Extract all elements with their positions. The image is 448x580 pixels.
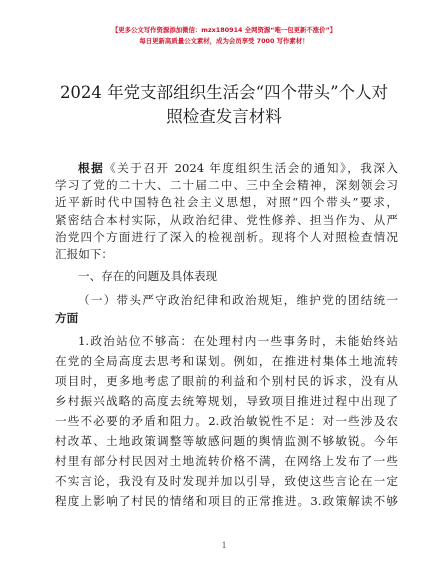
page-number: 1 bbox=[221, 540, 227, 550]
subsection-heading-1-line-1: （一）带头严守政治纪律和政治规矩，维护党的团结统一 bbox=[78, 293, 398, 307]
para-line-1: 1.政治站位不够高：在处理村内一些事务时，未能始终站 bbox=[78, 334, 398, 348]
para-line-7: 村里有部分村民因对土地流转价格不满，在网络上发布了一些 bbox=[55, 454, 398, 468]
para-line-2: 在党的全局高度去思考和谋划。例如，在推进村集体土地流转 bbox=[55, 354, 398, 368]
intro-line-3: 近平新时代中国特色社会主义思想，对照“四个带头”要求， bbox=[55, 195, 398, 209]
promo-banner-line-2: 每日更新高质量公文素材，成为会员享受 7000 写作素材！ bbox=[139, 37, 309, 45]
para-line-9: 程度上影响了村民的情绪和项目的正常推进。3.政策解读不够 bbox=[55, 494, 398, 508]
para-line-5: 一些不必要的矛盾和阻力。2.政治敏锐性不足：对一些涉及农 bbox=[55, 414, 398, 428]
intro-line-1 bbox=[78, 160, 398, 176]
section-heading-1: 一、存在的问题及具体表现 bbox=[78, 269, 218, 283]
intro-line-4: 紧密结合本村实际，从政治纪律、党性修养、担当作为、从严 bbox=[55, 213, 398, 227]
document-title-line-2: 照检查发言材料 bbox=[166, 107, 282, 126]
subsection-heading-1-line-2: 方面 bbox=[55, 311, 79, 325]
intro-line-5: 治党四个方面进行了深入的检视剖析。现将个人对照检查情况 bbox=[55, 230, 398, 244]
intro-line-2: 学习了党的二十大、二十届二中、三中全会精神，深刻领会习 bbox=[55, 178, 398, 192]
promo-banner-line-1: 【更多公文写作资源添加微信：mzx180914 全网资源“唯一包更新不涨价”】 bbox=[111, 26, 337, 34]
intro-lead-word: 根据 bbox=[78, 161, 105, 175]
document-title-line-1: 2024 年党支部组织生活会“四个带头”个人对 bbox=[59, 83, 389, 102]
para-line-6: 村改革、土地政策调整等敏感问题的舆情监测不够敏锐。今年 bbox=[55, 434, 398, 448]
intro-line-6: 汇报如下： bbox=[55, 247, 113, 261]
para-line-4: 乡村振兴战略的高度去统筹规划，导致项目推进过程中出现了 bbox=[55, 394, 398, 408]
para-line-3: 项目时，更多地考虑了眼前的利益和个别村民的诉求，没有从 bbox=[55, 374, 398, 388]
para-line-8: 不实言论，我没有及时发现并加以引导，致使这些言论在一定 bbox=[55, 474, 398, 488]
intro-line-1-text: 《关于召开 2024 年度组织生活会的通知》，我深入 bbox=[104, 161, 398, 175]
